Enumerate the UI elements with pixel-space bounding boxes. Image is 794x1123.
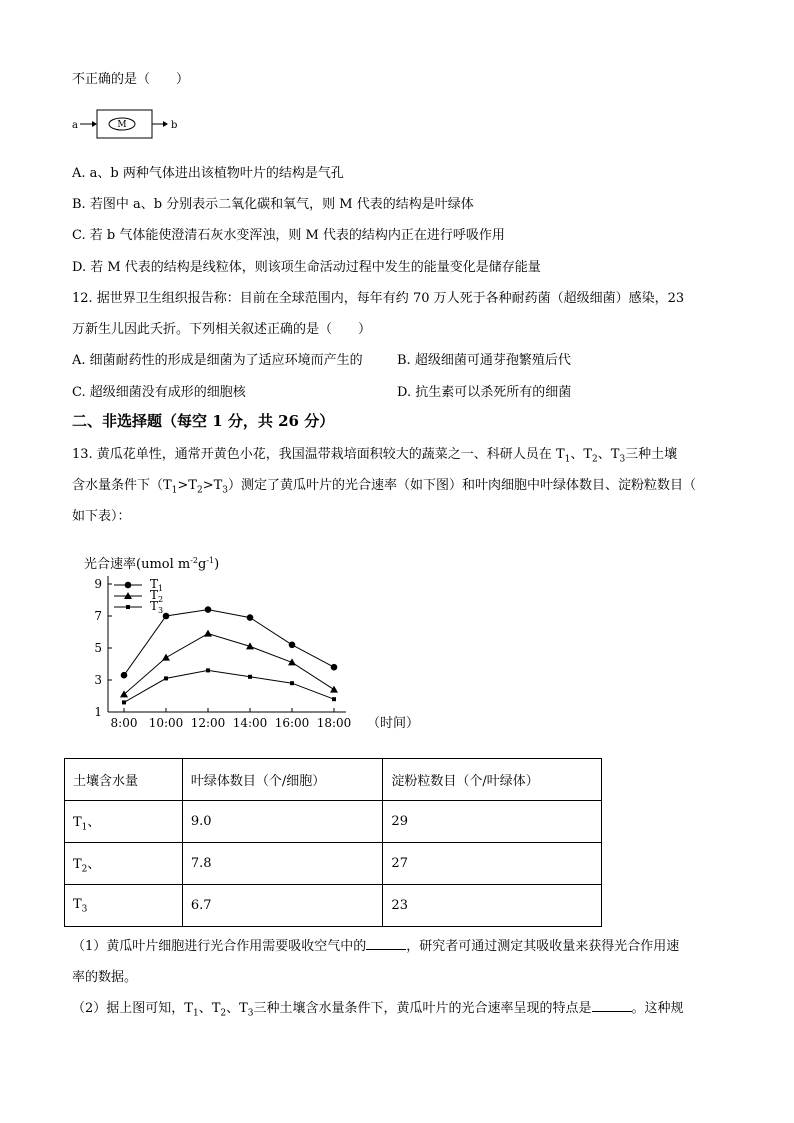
table-cell-starch: 29: [383, 801, 602, 843]
gas-exchange-diagram: [72, 108, 182, 140]
data-point-t3: [332, 697, 336, 701]
table-cell-chloroplasts: 6.7: [182, 885, 383, 927]
diagram-input-label: a: [72, 120, 78, 131]
x-tick-label: 12:00: [190, 716, 226, 730]
table-cell-chloroplasts: 9.0: [182, 801, 383, 843]
x-tick-label: 16:00: [274, 716, 310, 730]
q13-stem-line2: 含水量条件下$(T_1>T_2>T_3)$测定了黄瓜叶片的光合速率（如下图）和叶肉细胞中叶绿体数目、淀粉粒数目（: [72, 478, 697, 496]
table-header-row: [65, 759, 602, 801]
q12-option-d: D. 抗生素可以杀死所有的细菌: [397, 385, 572, 400]
data-point-t2: [330, 686, 338, 693]
x-tick-label: 8:00: [110, 716, 138, 730]
table-header-cell: 叶绿体数目（个/细胞）: [182, 759, 383, 801]
q11-option-c: C. 若 b 气体能使澄清石灰水变浑浊，则 M 代表的结构内正在进行呼吸作用: [72, 228, 505, 243]
table-row: [65, 885, 602, 927]
table-row: [65, 801, 602, 843]
series-line-t3: [124, 670, 334, 702]
q11-option-d: D. 若 M 代表的结构是线粒体，则该项生命活动过程中发生的能量变化是储存能量: [72, 260, 541, 275]
table-header-cell: 土壤含水量: [65, 759, 183, 801]
x-tick-label: 14:00: [232, 716, 268, 730]
table-cell-starch: 27: [383, 843, 602, 885]
data-point-t1: [247, 614, 254, 621]
y-tick-label: 1: [94, 705, 102, 719]
photosynthesis-rate-chart: [84, 552, 424, 734]
q13-subquestion-1-line2: 率的数据。: [72, 970, 138, 985]
legend-label-t3: $T_3$: [150, 599, 164, 615]
y-tick-label: 5: [94, 641, 102, 655]
data-point-t1: [121, 672, 128, 679]
x-tick-label: 10:00: [148, 716, 184, 730]
data-point-t3: [122, 700, 126, 704]
table-cell-starch: 23: [383, 885, 602, 927]
x-tick-label: 18:00: [316, 716, 352, 730]
data-point-t3: [248, 675, 252, 679]
table-cell-condition: $T_3$: [65, 885, 183, 927]
series-line-t2: [124, 634, 334, 695]
data-point-t1: [289, 642, 296, 649]
q12-stem-line2: 万新生儿因此夭折。下列相关叙述正确的是（ ）: [72, 322, 372, 337]
answer-blank[interactable]: [592, 999, 632, 1012]
section2-title: 二、非选择题（每空 1 分，共 26 分）: [72, 412, 335, 430]
data-point-t3: [206, 668, 210, 672]
data-point-t3: [164, 676, 168, 680]
data-point-t1: [205, 606, 212, 613]
y-tick-label: 7: [94, 609, 102, 623]
diagram-center-label: M: [117, 120, 127, 130]
q13-stem-line1: 13. 黄瓜花单性，通常开黄色小花，我国温带栽培面积较大的蔬菜之一、科研人员在 $T_1$、$T_2$、$T_3$三种土壤: [72, 447, 678, 465]
series-line-t1: [124, 610, 334, 676]
data-point-t1: [163, 613, 170, 620]
legend-marker-t3: [126, 605, 130, 609]
q13-subquestion-1-line1: （1）黄瓜叶片细胞进行光合作用需要吸收空气中的 ，研究者可通过测定其吸收量来获得光合作用速: [72, 939, 680, 954]
q12-option-b: B. 超级细菌可通芽孢繁殖后代: [397, 353, 571, 368]
q12-option-a: A. 细菌耐药性的形成是细菌为了适应环境而产生的: [72, 353, 363, 368]
legend-label-t1: $T_1$: [150, 577, 164, 593]
table-header-cell: 淀粉粒数目（个/叶绿体）: [383, 759, 602, 801]
answer-blank[interactable]: [366, 937, 406, 950]
legend-label-t2: $T_2$: [150, 588, 164, 604]
table-cell-chloroplasts: 7.8: [182, 843, 383, 885]
legend-marker-t1: [125, 582, 132, 589]
chart-xlabel: （时间）: [367, 716, 420, 731]
y-tick-label: 9: [94, 577, 102, 591]
q11-option-b: B. 若图中 a、b 分别表示二氧化碳和氧气，则 M 代表的结构是叶绿体: [72, 197, 474, 212]
chloroplast-starch-table: [64, 758, 602, 927]
data-point-t1: [331, 664, 338, 671]
chart-ylabel: 光合速率(umol $m^{-2}g^{-1}$): [84, 556, 220, 572]
table-cell-condition: $T_1$、: [65, 801, 183, 843]
data-point-t2: [204, 630, 212, 637]
y-tick-label: 3: [94, 673, 102, 687]
data-point-t2: [162, 654, 170, 661]
table-cell-condition: $T_2$、: [65, 843, 183, 885]
diagram-output-label: b: [171, 120, 178, 131]
q13-subquestion-2: （2）据上图可知，$T_1$、$T_2$、$T_3$三种土壤含水量条件下，黄瓜叶片的光合速率呈现的特点是 。这种规: [72, 1001, 684, 1019]
q11-option-a: A. a、b 两种气体进出该植物叶片的结构是气孔: [72, 166, 344, 181]
q11-stem-tail: 不正确的是（ ）: [72, 72, 190, 87]
data-point-t3: [290, 681, 294, 685]
data-point-t2: [288, 658, 296, 665]
q13-stem-line3: 如下表）：: [72, 509, 131, 524]
table-row: [65, 843, 602, 885]
q12-stem-line1: 12. 据世界卫生组织报告称：目前在全球范围内，每年有约 70 万人死于各种耐药菌（超级细菌）感染，23: [72, 291, 685, 306]
q12-option-c: C. 超级细菌没有成形的细胞核: [72, 385, 246, 400]
